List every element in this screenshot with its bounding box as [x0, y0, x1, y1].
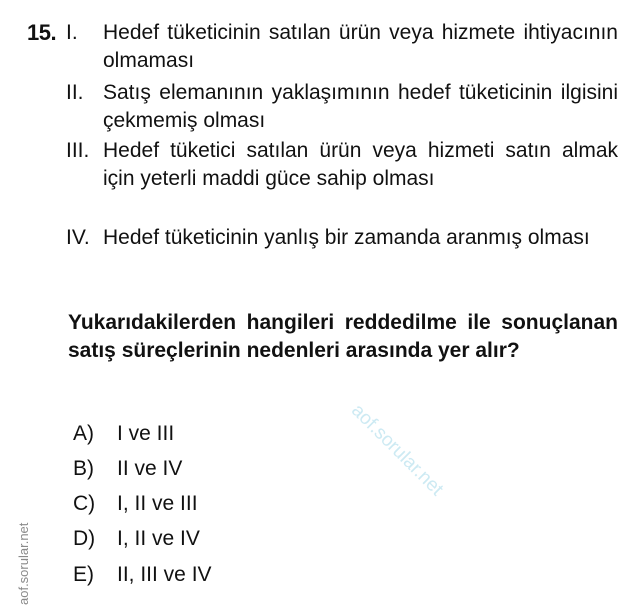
answer-option-b[interactable] [73, 455, 182, 483]
statement-numeral: I. [66, 21, 78, 44]
answer-option-c[interactable] [73, 490, 198, 518]
statement-iii [66, 137, 618, 193]
option-letter: E) [73, 563, 94, 586]
option-text: I, II ve III [117, 492, 198, 515]
option-text: II ve IV [117, 457, 183, 480]
option-text: I, II ve IV [117, 527, 200, 550]
statement-numeral: II. [66, 81, 84, 104]
statement-ii [66, 79, 618, 135]
statement-text: Hedef tüketici satılan ürün veya hizmeti satın almak için yeterli maddi güce sahip olması [103, 139, 618, 190]
option-letter: C) [73, 492, 96, 515]
statement-numeral: IV. [66, 226, 90, 249]
watermark-diagonal: aof.sorular.net [347, 400, 448, 501]
statement-text: Hedef tüketicinin satılan ürün veya hizmete ihtiyacının olmaması [103, 21, 618, 72]
statement-numeral: III. [66, 139, 90, 162]
answer-option-e[interactable] [73, 561, 212, 589]
answer-option-d[interactable] [73, 525, 200, 553]
statement-text: Satış elemanının yaklaşımının hedef tüketicinin ilgisini çekmemiş olması [103, 81, 618, 132]
option-text: I ve III [117, 422, 175, 445]
statement-i [66, 19, 618, 75]
option-text: II, III ve IV [117, 563, 212, 586]
question-number: 15. [27, 20, 57, 45]
option-letter: B) [73, 457, 94, 480]
statement-iv [66, 224, 618, 252]
option-letter: A) [73, 422, 94, 445]
question-prompt: Yukarıdakilerden hangileri reddedilme ile sonuçlanan satış süreçlerinin nedenleri arasında yer alır? [68, 311, 618, 362]
statement-text: Hedef tüketicinin yanlış bir zamanda aranmış olması [103, 226, 590, 249]
answer-option-a[interactable] [73, 420, 174, 448]
watermark-side: aof.sorular.net [16, 522, 31, 605]
option-letter: D) [73, 527, 96, 550]
